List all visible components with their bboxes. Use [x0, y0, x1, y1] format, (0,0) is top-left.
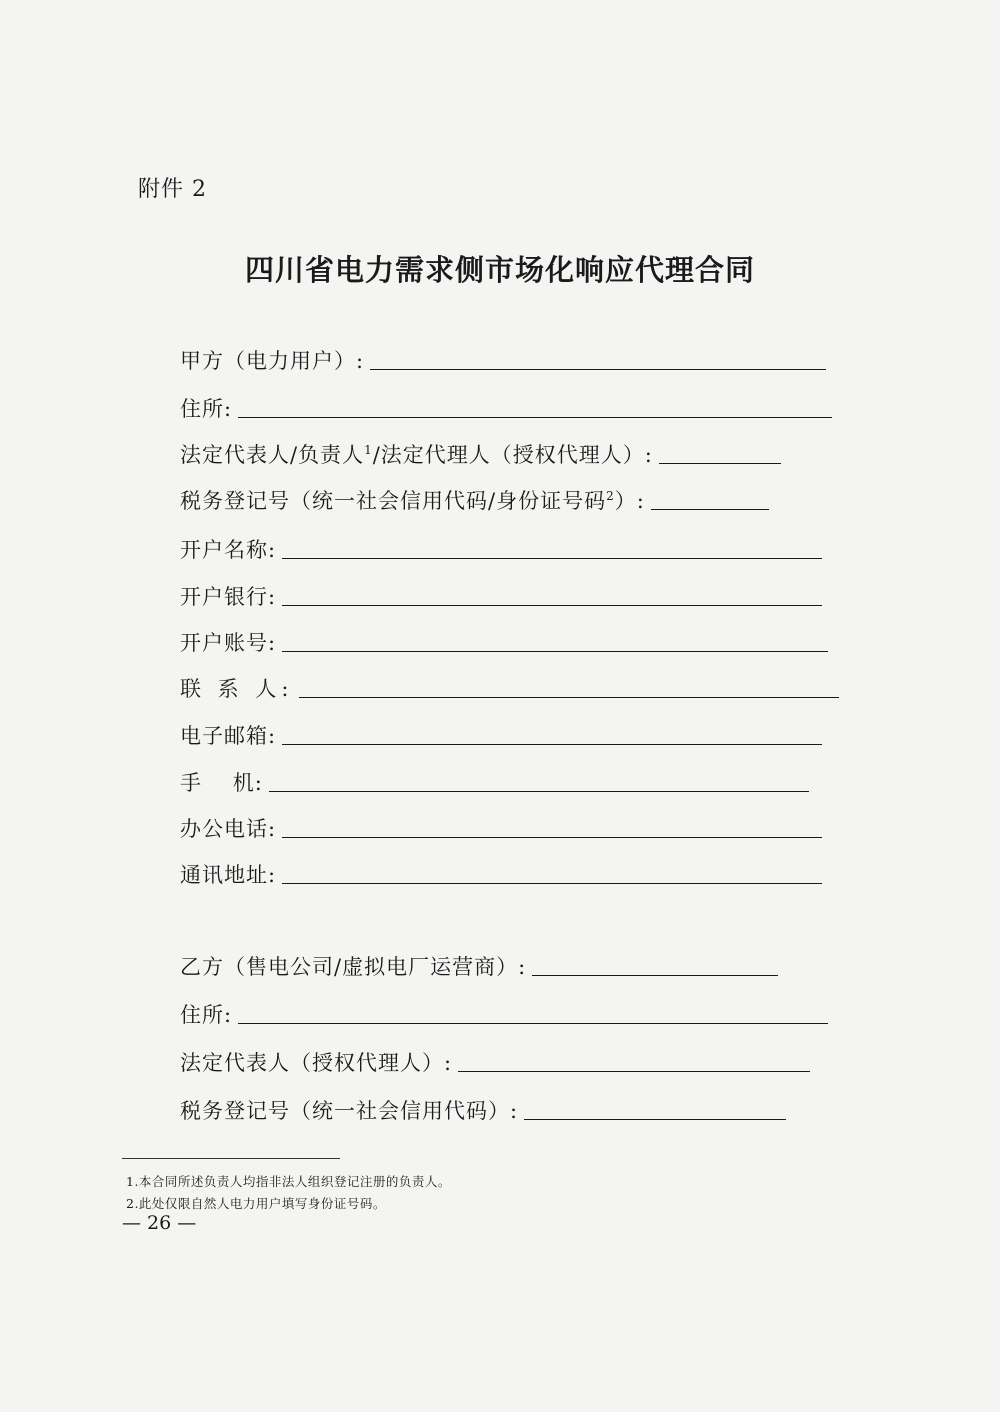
contact-label: 联 系 人:: [180, 677, 294, 701]
party-a-address-label: 住所:: [180, 397, 233, 421]
party-b-tax-label: 税务登记号（统一社会信用代码）:: [180, 1099, 519, 1123]
party-b-row: [180, 944, 778, 980]
account-no-field[interactable]: [282, 651, 828, 652]
account-no-label: 开户账号:: [180, 631, 277, 655]
mobile-row: [180, 760, 809, 796]
party-b-tax-field[interactable]: [524, 1119, 786, 1120]
footnote-divider: [122, 1158, 340, 1159]
party-a-representative-row: [180, 432, 781, 468]
email-label: 电子邮箱:: [180, 724, 277, 748]
party-b-address-row: [180, 992, 828, 1028]
party-a-address-row: [180, 386, 832, 422]
party-b-representative-label: 法定代表人（授权代理人）:: [180, 1051, 453, 1075]
party-b-field[interactable]: [532, 975, 778, 976]
mail-address-row: [180, 852, 822, 888]
footnote-2: 2.此处仅限自然人电力用户填写身份证号码。: [126, 1196, 386, 1211]
party-b-representative-field[interactable]: [458, 1071, 810, 1072]
mobile-field[interactable]: [269, 791, 809, 792]
party-a-label: 甲方（电力用户）:: [180, 349, 365, 373]
office-phone-label: 办公电话:: [180, 817, 277, 841]
office-phone-field[interactable]: [282, 837, 822, 838]
party-a-address-field[interactable]: [238, 417, 832, 418]
bank-label: 开户银行:: [180, 585, 277, 609]
contact-field[interactable]: [299, 697, 839, 698]
party-a-tax-label: 税务登记号（统一社会信用代码/身份证号码$^2$）:: [180, 489, 645, 513]
party-a-tax-row: [180, 478, 769, 514]
party-a-row: [180, 338, 826, 374]
party-b-tax-row: [180, 1088, 786, 1124]
account-name-field[interactable]: [282, 558, 822, 559]
document-title: 四川省电力需求侧市场化响应代理合同: [244, 253, 755, 287]
contact-row: [180, 666, 839, 702]
mail-address-field[interactable]: [282, 883, 822, 884]
party-a-representative-field[interactable]: [659, 463, 781, 464]
footnote-1: 1.本合同所述负责人均指非法人组织登记注册的负责人。: [126, 1174, 451, 1189]
attachment-label: 附件 2: [138, 177, 207, 202]
bank-row: [180, 574, 822, 610]
party-b-label: 乙方（售电公司/虚拟电厂运营商）:: [180, 955, 527, 979]
party-a-representative-label: 法定代表人/负责人$^1$/法定代理人（授权代理人）:: [180, 443, 653, 467]
footnote-ref-2: 2: [606, 489, 615, 503]
account-name-label: 开户名称:: [180, 538, 277, 562]
party-b-address-label: 住所:: [180, 1003, 233, 1027]
email-row: [180, 713, 822, 749]
account-name-row: [180, 527, 822, 563]
party-a-tax-field[interactable]: [651, 509, 769, 510]
mail-address-label: 通讯地址:: [180, 863, 277, 887]
account-no-row: [180, 620, 828, 656]
party-a-field[interactable]: [370, 369, 826, 370]
party-b-address-field[interactable]: [238, 1023, 828, 1024]
bank-field[interactable]: [282, 605, 822, 606]
office-phone-row: [180, 806, 822, 842]
email-field[interactable]: [282, 744, 822, 745]
page-number: — 26 —: [122, 1212, 197, 1234]
mobile-label: 手 机:: [180, 771, 263, 795]
footnote-ref-1: 1: [364, 443, 373, 457]
party-b-representative-row: [180, 1040, 810, 1076]
